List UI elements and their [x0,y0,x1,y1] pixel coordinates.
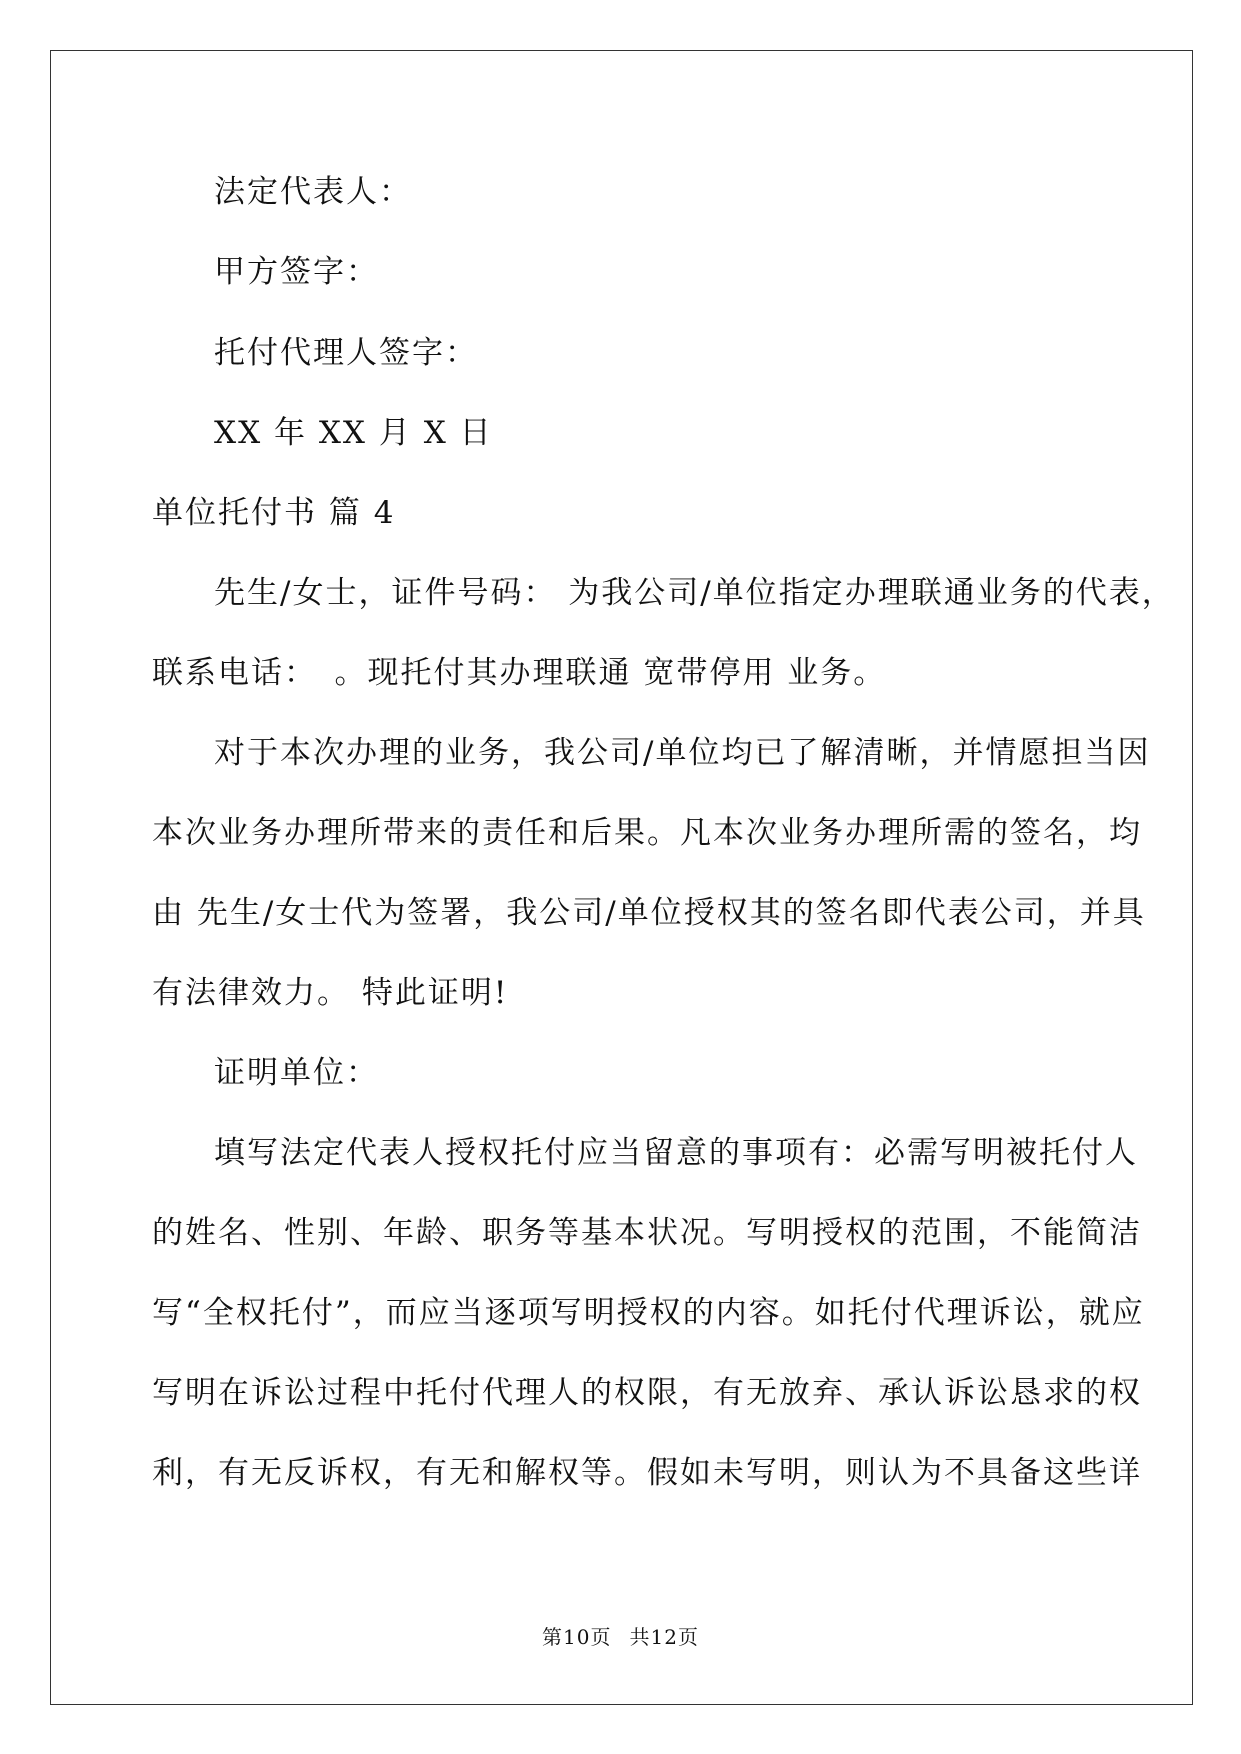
paragraph-line: 对于本次办理的业务，我公司/单位均已了解清晰，并情愿担当因 [214,735,1151,771]
paragraph-line: 填写法定代表人授权托付应当留意的事项有：必需写明被托付人 [214,1135,1138,1171]
date-line: XX 年 XX 月 X 日 [214,415,493,451]
paragraph-line: 的姓名、性别、年龄、职务等基本状况。写明授权的范围，不能简洁 [152,1215,1142,1251]
agent-signature-line: 托付代理人签字： [214,335,478,371]
paragraph-line: 有法律效力。 特此证明! [152,975,509,1011]
paragraph-line: 由 先生/女士代为签署，我公司/单位授权其的签名即代表公司，并具 [152,895,1146,931]
paragraph-line: 先生/女士，证件号码： 为我公司/单位指定办理联通业务的代表， [214,575,1175,611]
page-number: 第10页 [542,1625,612,1649]
legal-representative-line: 法定代表人： [214,174,412,210]
paragraph-line: 联系电话： 。现托付其办理联通 宽带停用 业务。 [152,655,887,691]
paragraph-line: 利，有无反诉权，有无和解权等。假如未写明，则认为不具备这些详 [152,1455,1142,1491]
paragraph-line: 写“全权托付”，而应当逐项写明授权的内容。如托付代理诉讼，就应 [152,1295,1145,1331]
page-total: 共12页 [629,1625,699,1649]
section-heading: 单位托付书 篇 4 [152,495,396,531]
paragraph-line: 本次业务办理所带来的责任和后果。凡本次业务办理所需的签名，均 [152,815,1142,851]
page-footer [0,1625,1241,1649]
party-a-signature-line: 甲方签字： [214,254,379,290]
certifying-unit-line: 证明单位： [214,1055,379,1091]
paragraph-line: 写明在诉讼过程中托付代理人的权限，有无放弃、承认诉讼恳求的权 [152,1375,1142,1411]
